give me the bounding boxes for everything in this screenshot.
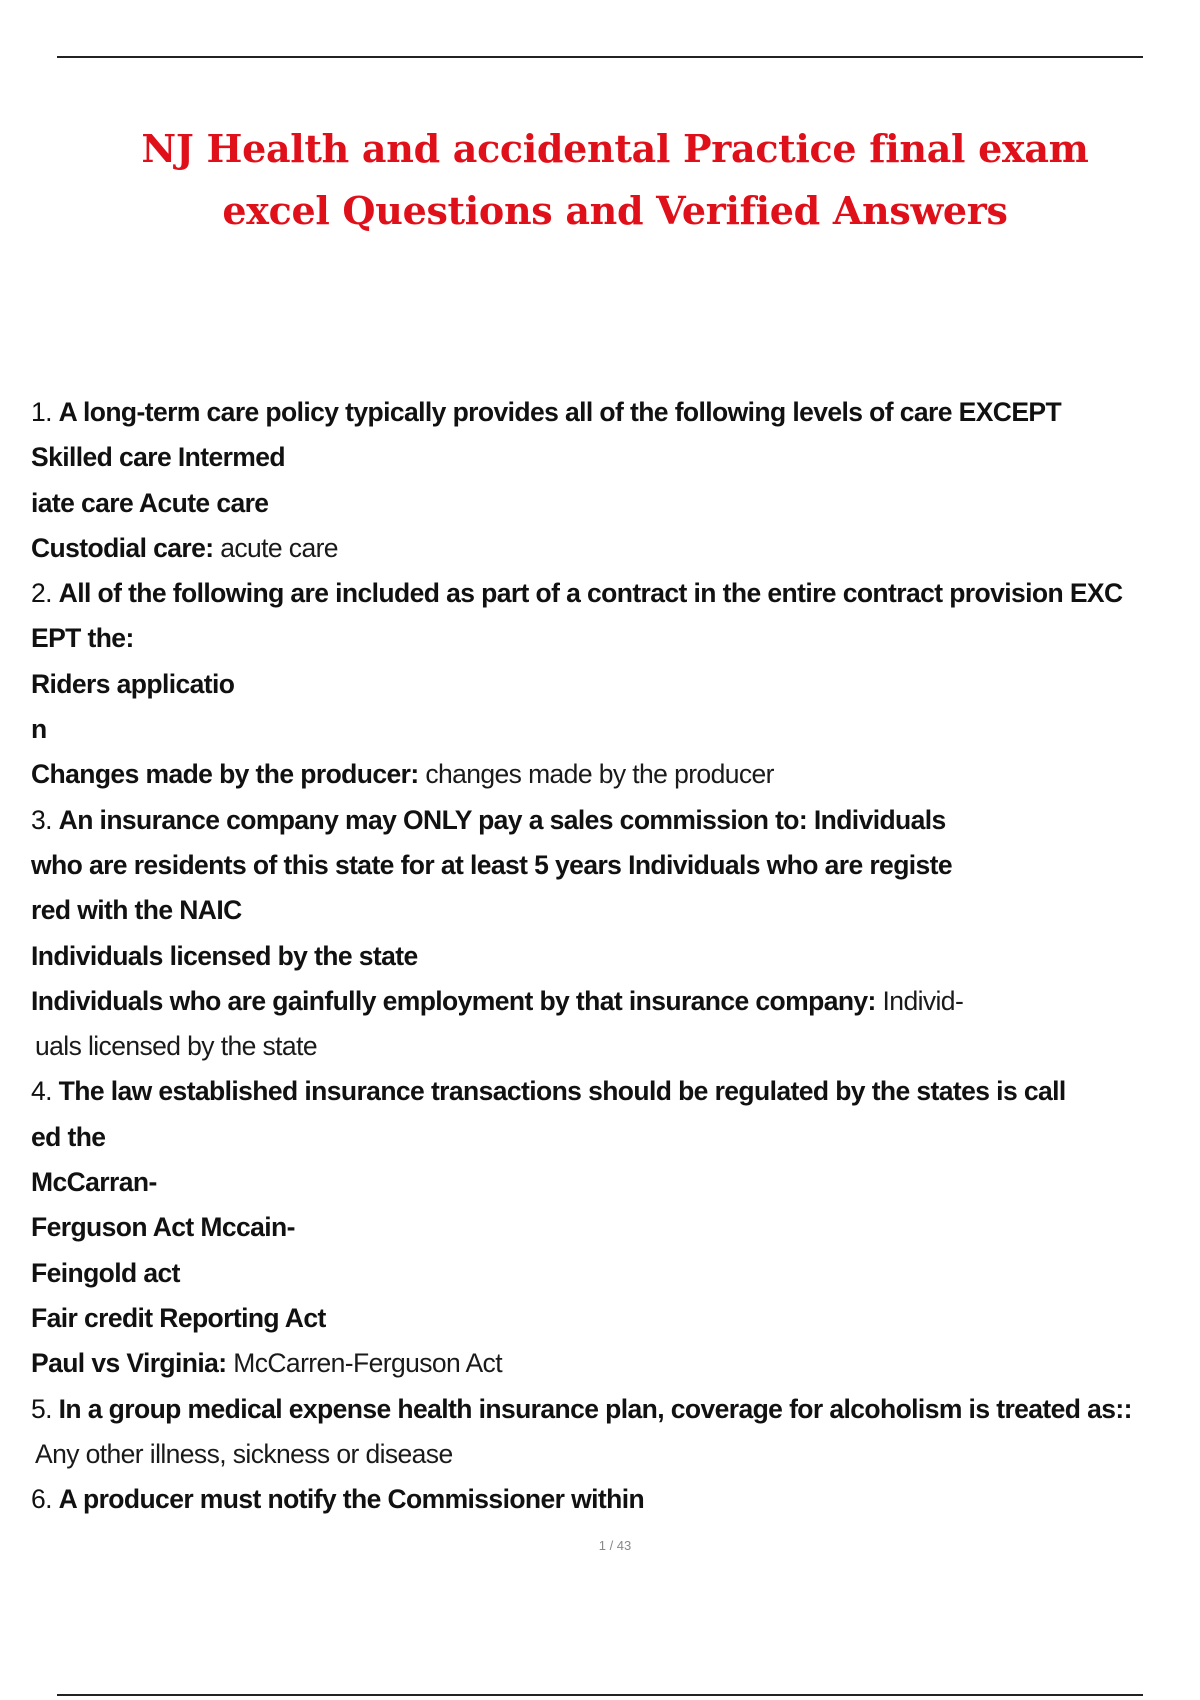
text-line [31, 1477, 1181, 1522]
question-number: 4. [31, 1076, 59, 1107]
answer-text: McCarren-Ferguson Act [233, 1348, 502, 1379]
text-line [31, 662, 1181, 707]
question-text: Riders applicatio [31, 668, 235, 699]
question-list [31, 390, 1181, 1522]
question-text: A producer must notify the Commissioner within [58, 1484, 645, 1515]
title-line-2: excel Questions and Verified Answers [222, 188, 1008, 233]
answer-text: changes made by the producer [425, 759, 774, 790]
question-text: Individuals who are gainfully employment by that insurance company: [31, 985, 883, 1016]
question-text: Paul vs Virginia: [31, 1348, 234, 1379]
text-line [31, 888, 1181, 933]
question-text: ed the [31, 1121, 106, 1152]
question-text: Feingold act [31, 1257, 180, 1288]
question-number: 3. [31, 804, 59, 835]
question-text: A long-term care policy typically provides all of the following levels of care EXCEPT [58, 397, 1062, 427]
text-line [31, 1024, 1181, 1069]
question-text: Individuals licensed by the state [31, 940, 418, 971]
question-text: iate care Acute care [31, 487, 269, 518]
text-line [31, 1069, 1181, 1114]
text-line [31, 526, 1181, 571]
bottom-rule [57, 1694, 1143, 1696]
question-text: In a group medical expense health insurance plan, coverage for alcoholism is treated as:: [58, 1393, 1132, 1424]
top-rule [57, 56, 1143, 58]
question-text: Changes made by the producer: [31, 759, 426, 790]
question-text: McCarran- [31, 1167, 157, 1198]
answer-text: Any other illness, sickness or disease [35, 1438, 453, 1469]
question-text: Ferguson Act Mccain- [31, 1212, 295, 1243]
text-line [31, 979, 1181, 1024]
text-line [31, 616, 1181, 661]
text-line [31, 934, 1181, 979]
text-line [31, 1251, 1181, 1296]
text-line [31, 571, 1181, 616]
text-line [31, 390, 1181, 435]
title-line-1: NJ Health and accidental Practice final exam [141, 126, 1089, 171]
question-number: 5. [31, 1393, 59, 1424]
text-line [31, 707, 1181, 752]
text-line [31, 843, 1181, 888]
answer-text: Individ- [882, 985, 964, 1016]
text-line [31, 1160, 1181, 1205]
question-number: 6. [31, 1484, 59, 1515]
question-number: 2. [31, 578, 59, 609]
question-number: 1. [31, 397, 59, 427]
text-line [31, 435, 1181, 480]
page-number: 1 / 43 [598, 1538, 632, 1553]
question-text: red with the NAIC [31, 895, 242, 926]
question-text: All of the following are included as part of a contract in the entire contract provision EXC [58, 578, 1123, 609]
text-line [31, 1296, 1181, 1341]
text-line [31, 1432, 1181, 1477]
answer-text: acute care [220, 532, 338, 563]
question-text: Fair credit Reporting Act [31, 1302, 326, 1333]
text-line [31, 1115, 1181, 1160]
text-line [31, 481, 1181, 526]
text-line [31, 1387, 1181, 1432]
question-text: Custodial care: [31, 532, 221, 563]
question-text: An insurance company may ONLY pay a sales commission to: Individuals [58, 804, 946, 835]
question-text: who are residents of this state for at least 5 years Individuals who are registe [31, 849, 953, 880]
document-title [0, 118, 1200, 242]
text-line [31, 1341, 1181, 1386]
text-line [31, 752, 1181, 797]
answer-text: uals licensed by the state [35, 1031, 317, 1062]
question-text: Skilled care Intermed [31, 442, 285, 473]
question-text: The law established insurance transactions should be regulated by the states is call [58, 1076, 1066, 1107]
question-text: EPT the: [31, 623, 134, 654]
text-line [31, 798, 1181, 843]
text-line [31, 1205, 1181, 1250]
question-text: n [31, 714, 47, 745]
